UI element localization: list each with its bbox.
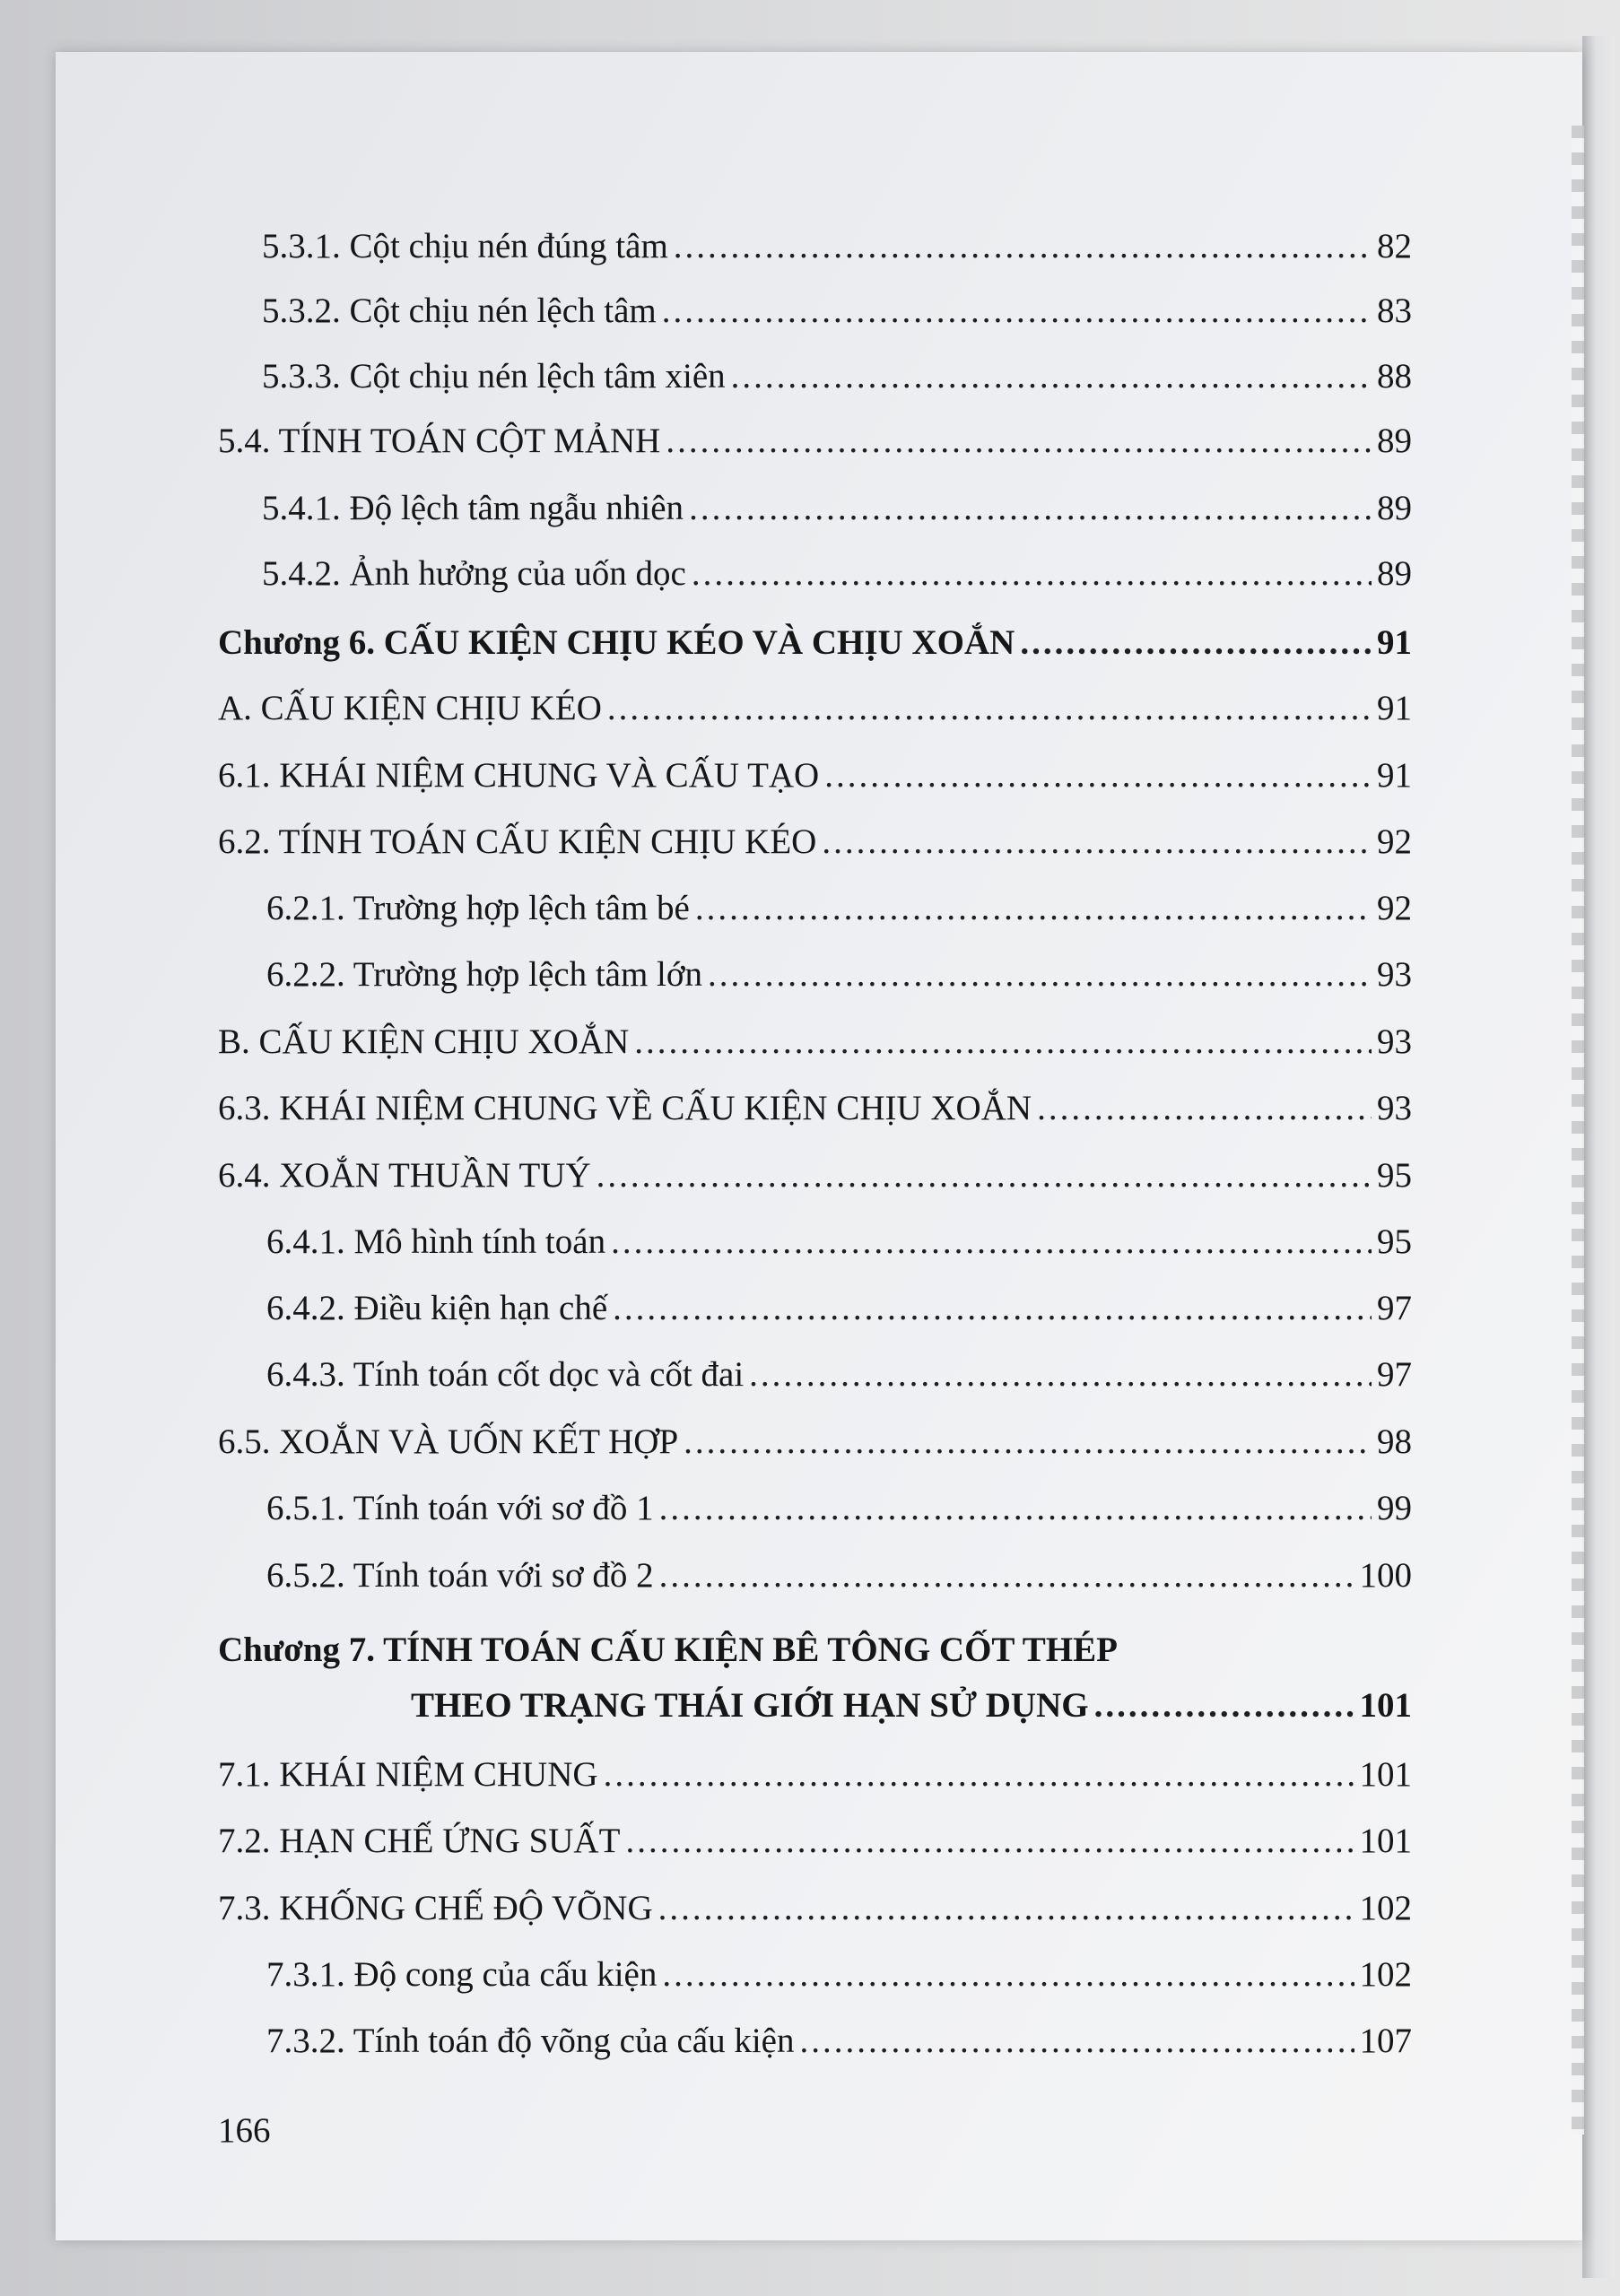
dot-leader bbox=[731, 350, 1372, 404]
dot-leader bbox=[674, 220, 1372, 274]
toc-entry-label: 6.4.2. Điều kiện hạn chế bbox=[266, 1289, 608, 1327]
dot-leader bbox=[662, 284, 1372, 338]
toc-entry[interactable] bbox=[218, 1149, 1412, 1203]
toc-entry-label: THEO TRẠNG THÁI GIỚI HẠN SỬ DỤNG bbox=[411, 1686, 1089, 1725]
dot-leader bbox=[604, 1748, 1354, 1802]
toc-entry[interactable] bbox=[218, 749, 1412, 803]
toc-entry-page: 101 bbox=[1359, 1755, 1412, 1794]
dot-leader bbox=[613, 1282, 1372, 1335]
page-number: 166 bbox=[218, 2111, 271, 2150]
toc-entry-page: 88 bbox=[1377, 357, 1412, 396]
toc-entry[interactable] bbox=[218, 1082, 1412, 1135]
toc-entry-label: 5.4. TÍNH TOÁN CỘT MẢNH bbox=[218, 422, 661, 460]
toc-entry-page: 93 bbox=[1377, 1089, 1412, 1127]
toc-entry-label: 7.3.2. Tính toán độ võng của cấu kiện bbox=[266, 2022, 795, 2060]
toc-entry-page: 101 bbox=[1359, 1686, 1412, 1725]
toc-entry-page: 92 bbox=[1377, 889, 1412, 927]
toc-entry-page: 100 bbox=[1359, 1556, 1412, 1595]
toc-entry-label: 7.3.1. Độ cong của cấu kiện bbox=[266, 1955, 658, 1994]
toc-entry-label: 6.5.1. Tính toán với sơ đồ 1 bbox=[266, 1489, 654, 1527]
dot-leader bbox=[597, 1149, 1372, 1203]
toc-entry-label: 6.4. XOẮN THUẦN TUÝ bbox=[218, 1156, 591, 1195]
toc-entry-page: 89 bbox=[1377, 554, 1412, 593]
dot-leader bbox=[634, 1015, 1372, 1069]
toc-entry[interactable] bbox=[218, 815, 1412, 869]
toc-entry-page: 82 bbox=[1377, 227, 1412, 265]
toc-entry-page: 102 bbox=[1359, 1889, 1412, 1927]
dot-leader bbox=[659, 1482, 1372, 1535]
toc-entry[interactable] bbox=[262, 547, 1412, 601]
toc-entry-page: 98 bbox=[1377, 1422, 1412, 1461]
toc-chapter-entry[interactable] bbox=[411, 1679, 1412, 1733]
toc-chapter-entry[interactable] bbox=[218, 616, 1412, 670]
toc-entry-page: 91 bbox=[1377, 623, 1412, 662]
toc-entry-label: B. CẤU KIỆN CHỊU XOẮN bbox=[218, 1022, 630, 1061]
dot-leader bbox=[695, 882, 1372, 935]
dot-leader bbox=[822, 815, 1372, 869]
dot-leader bbox=[1020, 616, 1372, 670]
toc-entry[interactable] bbox=[266, 1348, 1412, 1402]
toc-entry-page: 91 bbox=[1377, 689, 1412, 727]
toc-entry-label: 5.3.3. Cột chịu nén lệch tâm xiên bbox=[262, 357, 726, 396]
toc-entry[interactable] bbox=[262, 482, 1412, 535]
dot-leader bbox=[611, 1215, 1372, 1269]
toc-entry[interactable] bbox=[266, 1282, 1412, 1335]
toc-entry-page: 95 bbox=[1377, 1156, 1412, 1195]
toc-entry-page: 97 bbox=[1377, 1355, 1412, 1394]
toc-entry-label: 5.3.2. Cột chịu nén lệch tâm bbox=[262, 291, 657, 330]
toc-entry-label: 6.1. KHÁI NIỆM CHUNG VÀ CẤU TẠO bbox=[218, 756, 820, 795]
dot-leader bbox=[1094, 1679, 1354, 1733]
dot-leader bbox=[749, 1348, 1372, 1402]
toc-entry-label: Chương 6. CẤU KIỆN CHỊU KÉO VÀ CHỊU XOẮN bbox=[218, 623, 1015, 662]
toc-entry-label: 7.2. HẠN CHẾ ỨNG SUẤT bbox=[218, 1822, 621, 1860]
toc-entry-page: 95 bbox=[1377, 1222, 1412, 1261]
dot-leader bbox=[662, 1948, 1354, 2002]
toc-entry-label: 6.3. KHÁI NIỆM CHUNG VỀ CẤU KIỆN CHỊU XOẮN bbox=[218, 1089, 1032, 1127]
dot-leader bbox=[689, 482, 1372, 535]
dot-leader bbox=[625, 1814, 1354, 1868]
toc-entry-label: 5.4.1. Độ lệch tâm ngẫu nhiên bbox=[262, 489, 684, 527]
toc-entry-page: 97 bbox=[1377, 1289, 1412, 1327]
toc-entry-label: 5.4.2. Ảnh hưởng của uốn dọc bbox=[262, 554, 686, 593]
toc-entry[interactable] bbox=[266, 882, 1412, 935]
toc-entry[interactable] bbox=[266, 2014, 1412, 2068]
toc-entry[interactable] bbox=[262, 220, 1412, 274]
toc-entry-label: 6.4.1. Mô hình tính toán bbox=[266, 1222, 606, 1261]
toc-entry[interactable] bbox=[266, 1215, 1412, 1269]
toc-entry[interactable] bbox=[262, 350, 1412, 404]
toc-entry-page: 93 bbox=[1377, 1022, 1412, 1061]
toc-entry-page: 99 bbox=[1377, 1489, 1412, 1527]
toc-entry-page: 89 bbox=[1377, 489, 1412, 527]
dot-leader bbox=[607, 682, 1372, 735]
toc-entry-page: 101 bbox=[1359, 1822, 1412, 1860]
toc-entry-page: 91 bbox=[1377, 756, 1412, 795]
toc-entry-page: 93 bbox=[1377, 955, 1412, 994]
dot-leader bbox=[659, 1549, 1354, 1603]
toc-entry[interactable] bbox=[266, 1948, 1412, 2002]
toc-entry-page: 83 bbox=[1377, 291, 1412, 330]
toc-entry[interactable] bbox=[218, 1415, 1412, 1469]
dot-leader bbox=[658, 1882, 1354, 1935]
toc-entry[interactable] bbox=[262, 284, 1412, 338]
toc-entry-label: A. CẤU KIỆN CHỊU KÉO bbox=[218, 689, 602, 727]
toc-entry[interactable] bbox=[266, 1482, 1412, 1535]
toc-entry[interactable] bbox=[218, 1814, 1412, 1868]
toc-entry[interactable] bbox=[218, 1748, 1412, 1802]
toc-entry-page: 102 bbox=[1359, 1955, 1412, 1994]
toc-entry-page: 92 bbox=[1377, 822, 1412, 861]
toc-entry-label: 7.1. KHÁI NIỆM CHUNG bbox=[218, 1755, 598, 1794]
dot-leader bbox=[708, 948, 1372, 1002]
dot-leader bbox=[824, 749, 1372, 803]
toc-entry[interactable] bbox=[218, 1015, 1412, 1069]
dot-leader bbox=[692, 547, 1372, 601]
toc-entry-label: 6.5. XOẮN VÀ UỐN KẾT HỢP bbox=[218, 1422, 679, 1461]
toc-entry-label: 6.2.1. Trường hợp lệch tâm bé bbox=[266, 889, 690, 927]
toc-entry-label: 7.3. KHỐNG CHẾ ĐỘ VÕNG bbox=[218, 1889, 653, 1927]
toc-entry[interactable] bbox=[218, 682, 1412, 735]
dot-leader bbox=[684, 1415, 1372, 1469]
dot-leader bbox=[666, 414, 1372, 468]
toc-entry-page: 107 bbox=[1359, 2022, 1412, 2060]
toc-entry[interactable] bbox=[218, 1882, 1412, 1935]
toc-entry[interactable] bbox=[266, 1549, 1412, 1603]
toc-entry[interactable] bbox=[266, 948, 1412, 1002]
toc-chapter-title-line1[interactable]: Chương 7. TÍNH TOÁN CẤU KIỆN BÊ TÔNG CỐT THÉP bbox=[218, 1631, 1118, 1669]
dot-leader bbox=[800, 2014, 1354, 2068]
toc-entry[interactable] bbox=[218, 414, 1412, 468]
toc-entry-label: 6.2.2. Trường hợp lệch tâm lớn bbox=[266, 955, 703, 994]
toc-entry-label: 5.3.1. Cột chịu nén đúng tâm bbox=[262, 227, 668, 265]
toc-entry-page: 89 bbox=[1377, 422, 1412, 460]
toc-entry-label: 6.5.2. Tính toán với sơ đồ 2 bbox=[266, 1556, 654, 1595]
dot-leader bbox=[1037, 1082, 1372, 1135]
toc-entry-label: 6.4.3. Tính toán cốt dọc và cốt đai bbox=[266, 1355, 745, 1394]
toc-entry-label: 6.2. TÍNH TOÁN CẤU KIỆN CHỊU KÉO bbox=[218, 822, 817, 861]
